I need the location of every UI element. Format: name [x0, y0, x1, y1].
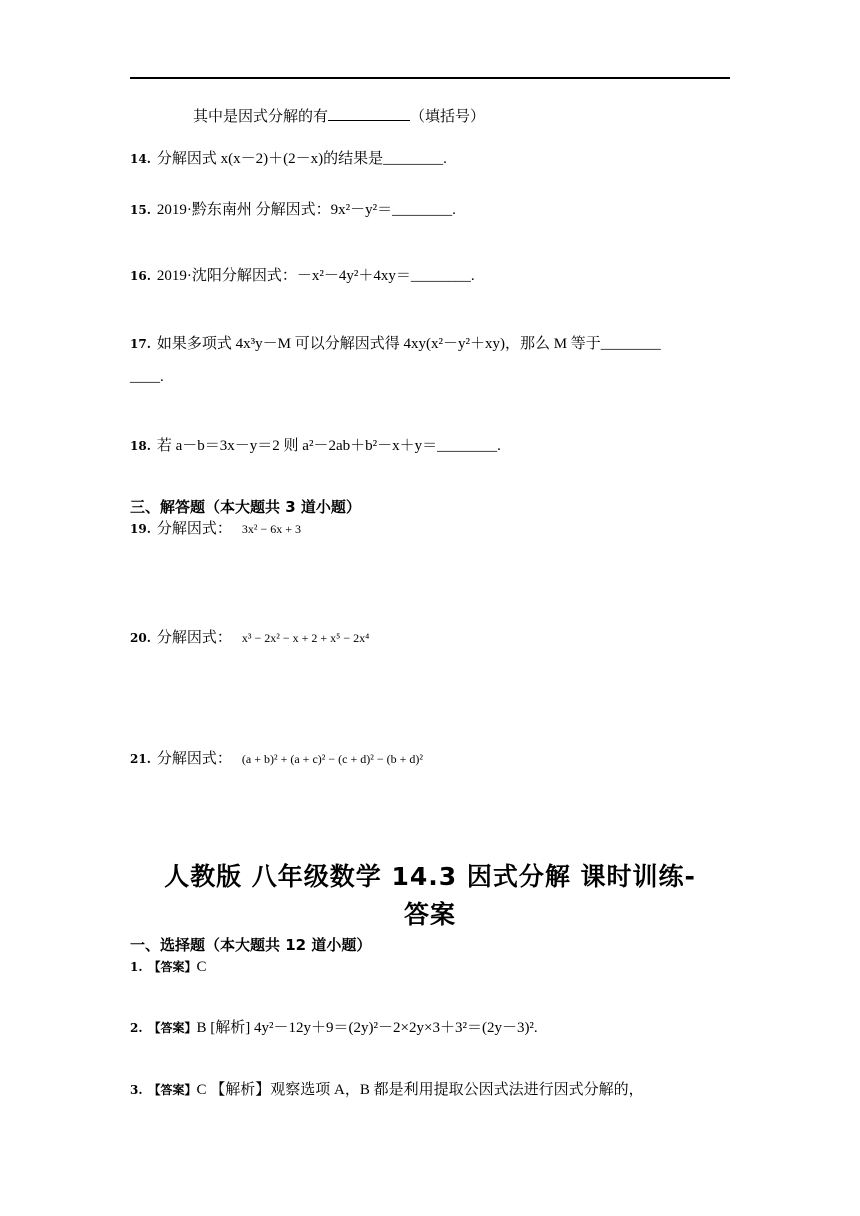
question-16	[130, 265, 475, 286]
answer-number: 1.	[130, 960, 143, 974]
question-number: 15.	[130, 203, 151, 217]
question-number: 19.	[130, 522, 151, 536]
question-number: 14.	[130, 152, 151, 166]
question-text: 分解因式 x(x－2)＋(2－x)的结果是________.	[156, 151, 447, 167]
question-formula: (a + b)² + (a + c)² − (c + d)² − (b + d)²	[241, 752, 423, 766]
question-label: 分解因式：	[156, 749, 232, 767]
q13-tail	[193, 106, 485, 126]
question-text: 若 a－b＝3x－y＝2 则 a²－2ab＋b²－x＋y＝________.	[156, 438, 501, 454]
question-number: 21.	[130, 752, 151, 766]
answer-title-line-1: 人教版 八年级数学 14.3 因式分解 课时训练-	[164, 862, 696, 891]
q13-text: 其中是因式分解的有	[193, 107, 329, 125]
header-rule	[130, 77, 730, 79]
question-text: 如果多项式 4x³y－M 可以分解因式得 4xy(x²－y²＋xy)，那么 M 等于________	[156, 336, 661, 352]
question-17	[130, 333, 661, 354]
question-14	[130, 148, 447, 169]
question-19	[130, 518, 301, 539]
answer-1	[130, 956, 207, 977]
section-1-heading: 一、选择题（本大题共 12 道小题）	[130, 936, 372, 954]
answer-text: B [解析] 4y²－12y＋9＝(2y)²－2×2y×3＋3²＝(2y－3)².	[196, 1020, 538, 1036]
answer-number: 3.	[130, 1083, 143, 1097]
question-label: 分解因式：	[156, 628, 232, 646]
question-label: 分解因式：	[156, 519, 232, 537]
answer-tag: 【答案】	[148, 960, 197, 974]
question-number: 17.	[130, 337, 151, 351]
question-number: 18.	[130, 439, 151, 453]
section-3-heading: 三、解答题（本大题共 3 道小题）	[130, 498, 361, 516]
answer-number: 2.	[130, 1021, 143, 1035]
question-number: 16.	[130, 269, 151, 283]
question-formula: x³ − 2x² − x + 2 + x⁵ − 2x⁴	[241, 631, 370, 645]
answer-text: C 【解析】观察选项 A，B 都是利用提取公因式法进行因式分解的，	[196, 1082, 644, 1098]
question-text-cont: ____.	[130, 369, 164, 385]
question-17-continued	[130, 366, 164, 387]
question-number: 20.	[130, 631, 151, 645]
question-text: 2019·沈阳分解因式：－x²－4y²＋4xy＝________.	[156, 268, 475, 284]
question-15	[130, 199, 456, 220]
answer-3	[130, 1079, 644, 1100]
answer-blank	[328, 106, 410, 121]
question-20	[130, 627, 369, 648]
answer-tag: 【答案】	[148, 1083, 197, 1097]
answer-text: C	[196, 959, 207, 975]
question-21	[130, 748, 423, 769]
question-18	[130, 435, 501, 456]
question-text: 2019·黔东南州 分解因式：9x²－y²＝________.	[156, 202, 456, 218]
answer-tag: 【答案】	[148, 1021, 197, 1035]
question-formula: 3x² − 6x + 3	[241, 522, 302, 536]
answer-title-line-2: 答案	[403, 900, 456, 929]
answer-2	[130, 1017, 538, 1038]
q13-suffix: （填括号）	[410, 107, 486, 125]
